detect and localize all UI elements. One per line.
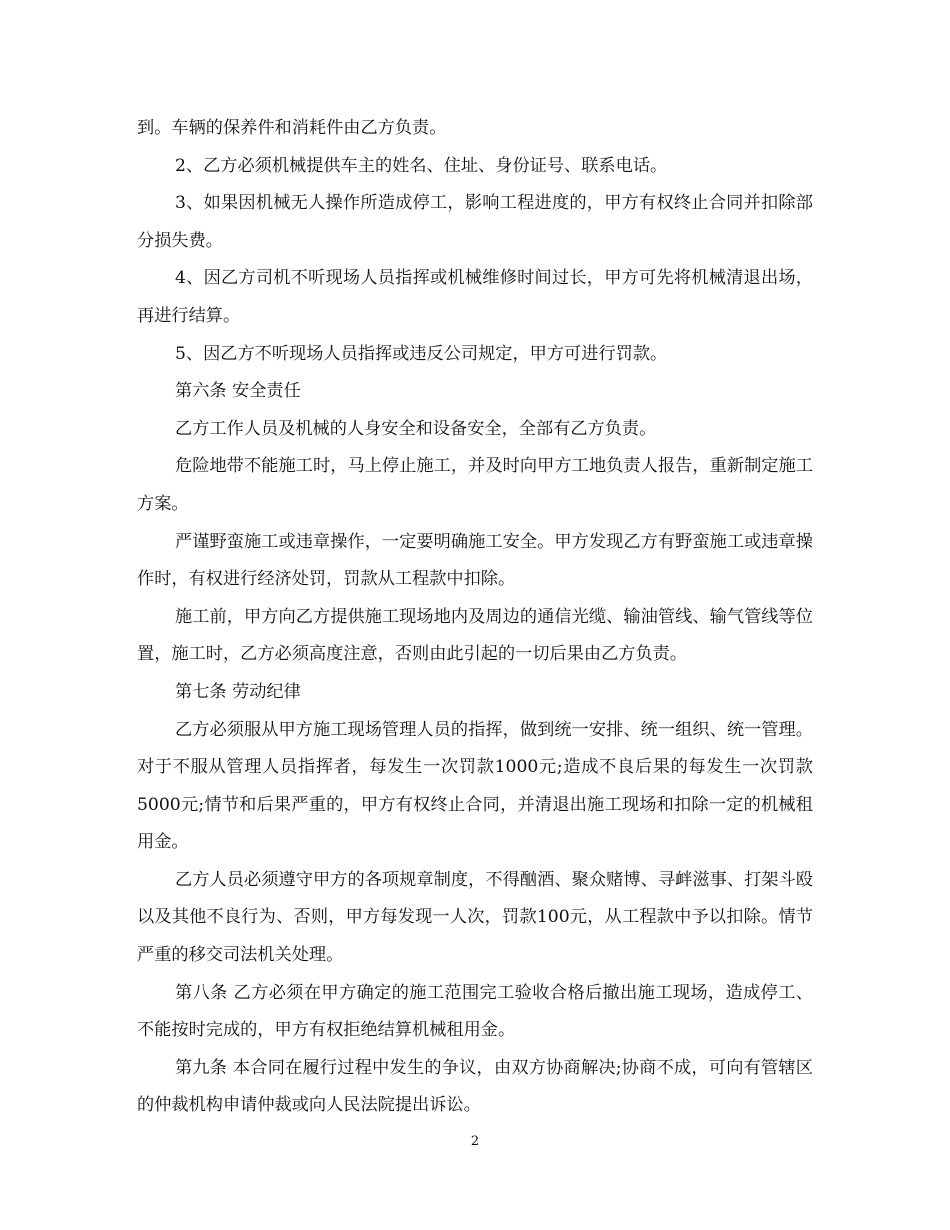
paragraph: 5、因乙方不听现场人员指挥或违反公司规定，甲方可进行罚款。 [175,343,668,364]
paragraph: 乙方必须服从甲方施工现场管理人员的指挥，做到统一安排、统一组织、统一管理。对于不服从管理人员指挥者，每发生一次罚款1000元;造成不良后果的每发生一次罚款5000元;情节和后果严重的，甲方有权终止合同，并清退出施工现场和扣除一定的机械租用金。 [137,719,813,853]
section-heading: 第七条 劳动纪律 [175,681,301,702]
paragraph: 危险地带不能施工时，马上停止施工，并及时向甲方工地负责人报告，重新制定施工方案。 [137,456,813,514]
paragraph: 乙方工作人员及机械的人身安全和设备安全，全部有乙方负责。 [175,418,657,439]
paragraph: 乙方人员必须遵守甲方的各项规章制度，不得酗酒、聚众赌博、寻衅滋事、打架斗殴以及其他不良行为、否则，甲方每发现一人次，罚款100元，从工程款中予以扣除。情节严重的移交司法机关处理。 [137,869,813,966]
page-number: 2 [470,1134,480,1149]
section-heading: 第六条 安全责任 [175,381,301,402]
paragraph: 第八条 乙方必须在甲方确定的施工范围完工验收合格后撤出施工现场，造成停工、不能按时完成的，甲方有权拒绝结算机械租用金。 [137,982,813,1041]
document-body [137,110,813,1125]
paragraph: 施工前，甲方向乙方提供施工现场地内及周边的通信光缆、输油管线、输气管线等位置，施工时，乙方必须高度注意，否则由此引起的一切后果由乙方负责。 [137,606,813,665]
paragraph: 2、乙方必须机械提供车主的姓名、住址、身份证号、联系电话。 [175,155,668,176]
paragraph: 第九条 本合同在履行过程中发生的争议，由双方协商解决;协商不成，可向有管辖区的仲裁机构申请仲裁或向人民法院提出诉讼。 [137,1057,813,1116]
paragraph: 3、如果因机械无人操作所造成停工，影响工程进度的，甲方有权终止合同并扣除部分损失费。 [137,193,813,251]
paragraph: 到。车辆的保养件和消耗件由乙方负责。 [137,118,447,138]
paragraph: 严谨野蛮施工或违章操作，一定要明确施工安全。甲方发现乙方有野蛮施工或违章操作时，有权进行经济处罚，罚款从工程款中扣除。 [137,531,813,590]
paragraph: 4、因乙方司机不听现场人员指挥或机械维修时间过长，甲方可先将机械清退出场，再进行结算。 [137,268,813,326]
